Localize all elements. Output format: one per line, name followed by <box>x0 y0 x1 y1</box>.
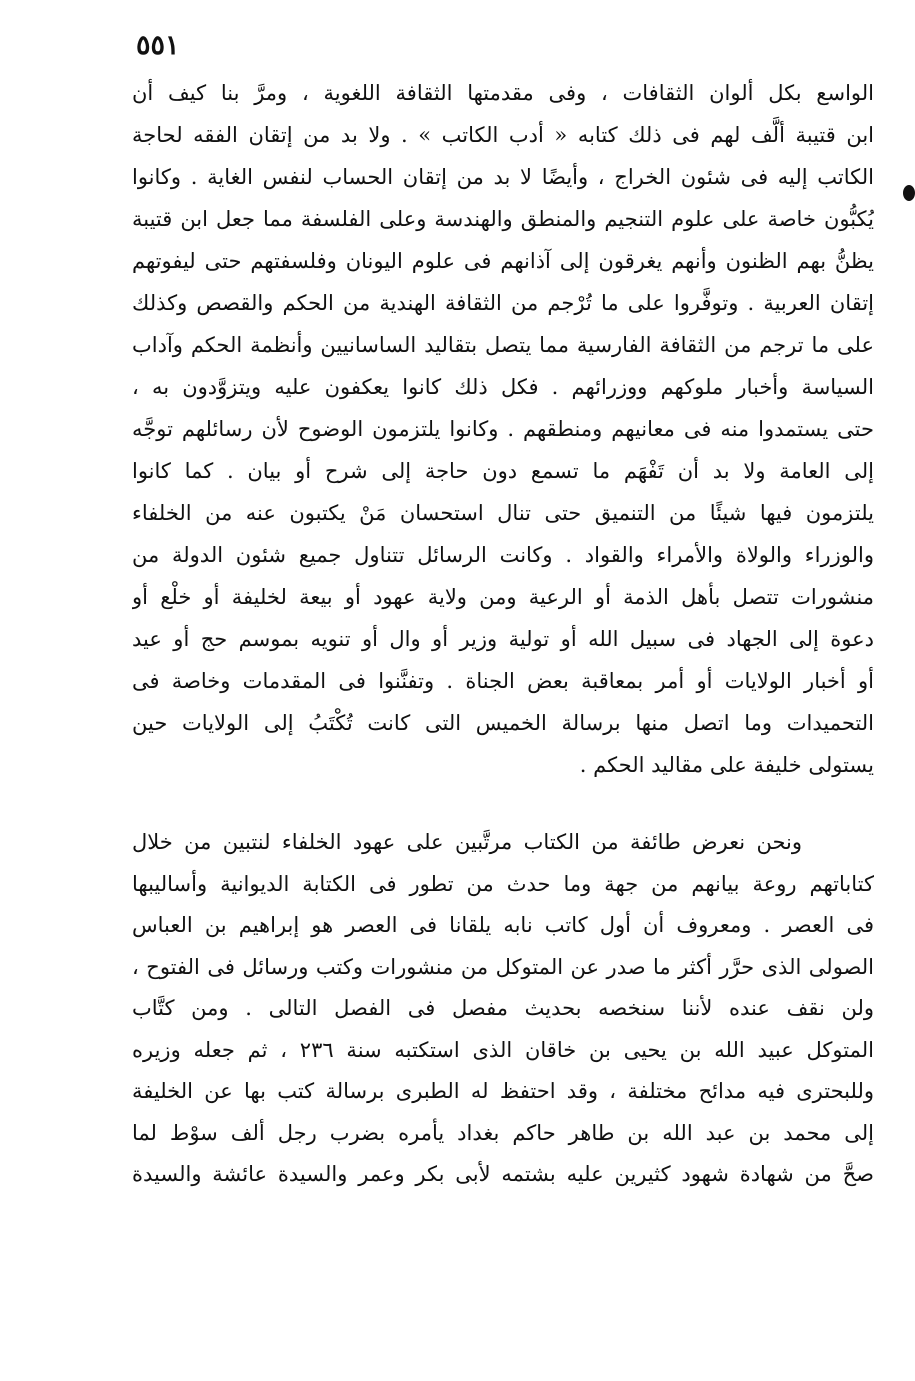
text-line: الواسع بكل ألوان الثقافات ، وفى مقدمتها الثقافة اللغوية ، ومرَّ بنا كيف أن <box>132 81 874 105</box>
margin-ink-dot <box>903 185 915 201</box>
text-line: حتى يستمدوا منه فى معانيهم ومنطقهم . وكانوا يلتزمون الوضوح لأن رسائلهم توجَّه <box>132 417 874 441</box>
page-number: ٥٥١ <box>136 30 180 61</box>
text-line: التحميدات وما اتصل منها برسالة الخميس التى كانت تُكْتَبُ إلى الولايات حين <box>132 711 874 735</box>
text-line: يُكبُّون خاصة على علوم التنجيم والمنطق والهندسة وعلى الفلسفة مما جعل ابن قتيبة <box>132 207 874 231</box>
paragraph-2 <box>132 822 874 1196</box>
text-line: المتوكل عبيد الله بن يحيى بن خاقان الذى استكتبه سنة ٢٣٦ ، ثم جعله وزيره <box>132 1037 874 1062</box>
text-line: الكاتب إليه فى شئون الخراج ، وأيضًا لا بد من إتقان الحساب لنفس الغاية . وكانوا <box>132 165 874 189</box>
text-line: ونحن نعرض طائفة من الكتاب مرتَّبين على عهود الخلفاء لنتبين من خلال <box>132 830 802 854</box>
paragraph-1 <box>132 72 874 786</box>
text-line: يستولى خليفة على مقاليد الحكم . <box>579 753 874 777</box>
text-line: إلى العامة ولا بد أن تَفْهَم ما تسمع دون حاجة إلى شرح أو بيان . كما كانوا <box>132 459 874 483</box>
text-line: إلى محمد بن عبد الله بن طاهر حاكم بغداد يأمره بضرب رجل ألف سوْط لما <box>132 1120 874 1145</box>
text-line: والوزراء والولاة والأمراء والقواد . وكانت الرسائل تتناول جميع شئون الدولة من <box>132 543 874 567</box>
text-line: صحَّ من شهادة شهود كثيرين عليه بشتمه لأبى بكر وعمر والسيدة عائشة والسيدة <box>132 1162 874 1186</box>
text-line: ابن قتيبة ألَّف لهم فى ذلك كتابه « أدب الكاتب » . ولا بد من إتقان الفقه لحاجة <box>132 123 874 147</box>
text-line: السياسة وأخبار ملوكهم ووزرائهم . فكل ذلك كانوا يعكفون عليه ويتزوَّدون به ، <box>132 375 874 399</box>
text-line: كتاباتهم روعة بيانهم من جهة وما حدث من تطور فى الكتابة الديوانية وأساليبها <box>132 871 874 896</box>
text-line: أو أخبار الولايات أو أمر بمعاقبة بعض الجناة . وتفنَّنوا فى المقدمات وخاصة فى <box>132 669 874 693</box>
text-line: إتقان العربية . وتوفَّروا على ما تُرْجم من الثقافة الهندية من الحكم والقصص وكذلك <box>132 291 874 315</box>
text-line: منشورات تتصل بأهل الذمة أو الرعية ومن ولاية عهود أو بيعة لخليفة أو خلْع أو <box>132 585 874 609</box>
text-line: يلتزمون فيها شيئًا من التنميق حتى تنال استحسان مَنْ يكتبون عنه من الخلفاء <box>132 501 874 525</box>
text-line: فى العصر . ومعروف أن أول كاتب نابه يلقانا فى العصر هو إبراهيم بن العباس <box>132 913 874 937</box>
text-line: وللبحترى فيه مدائح مختلفة ، وقد احتفظ له الطبرى برسالة كتب بها عن الخليفة <box>132 1079 874 1103</box>
text-line: ولن نقف عنده لأننا سنخصه بحديث مفصل فى الفصل التالى . ومن كتَّاب <box>132 996 874 1020</box>
text-line: على ما ترجم من الثقافة الفارسية مما يتصل بتقاليد الساسانيين وأنظمة الحكم وآداب <box>132 333 874 357</box>
text-line: الصولى الذى حرَّر أكثر ما صدر عن المتوكل من منشورات وكتب ورسائل فى الفتوح ، <box>132 954 874 979</box>
text-line: يظنُّ بهم الظنون وأنهم يغرقون إلى آذانهم فى علوم اليونان وفلسفتهم حتى ليفوتهم <box>132 249 874 273</box>
text-line: دعوة إلى الجهاد فى سبيل الله أو تولية وزير أو وال أو تنويه بموسم حج أو عيد <box>132 627 874 651</box>
